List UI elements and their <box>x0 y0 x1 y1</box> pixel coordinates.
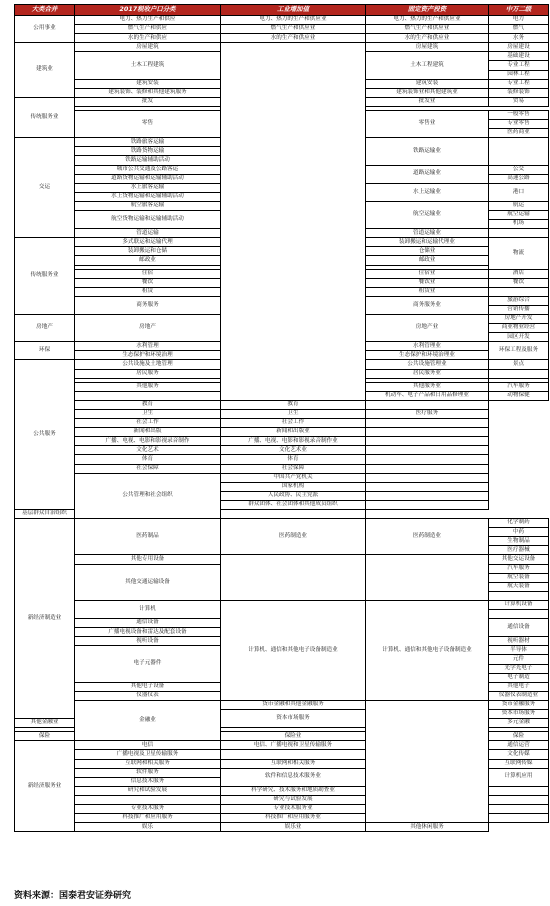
table-cell: 通信运营 <box>489 741 549 750</box>
table-cell <box>489 610 549 619</box>
table-cell: 批发业 <box>366 97 489 106</box>
table-cell: 燃气生产和供应业 <box>366 25 489 34</box>
table-cell: 装修装饰 <box>489 88 549 97</box>
table-cell: 信息技术服务 <box>75 777 221 786</box>
table-cell: 其他服务 <box>75 382 221 391</box>
table-cell: 营销传播 <box>489 305 549 314</box>
table-row <box>15 16 549 25</box>
header-tax-category: 2017税收户口分类 <box>75 5 221 16</box>
table-cell: 文化传媒 <box>489 750 549 759</box>
table-cell: 娱乐业 <box>221 823 366 832</box>
industry-mapping-table-container <box>14 4 548 832</box>
table-cell: 房屋建设 <box>489 43 549 52</box>
table-cell <box>489 786 549 795</box>
table-cell <box>221 555 366 600</box>
table-cell: 汽车服务 <box>489 382 549 391</box>
table-cell: 互联网和相关服务 <box>75 759 221 768</box>
table-cell: 体育 <box>221 455 366 464</box>
table-cell: 传统服务业 <box>15 238 75 315</box>
table-row <box>15 419 549 428</box>
table-cell: 电信 <box>75 741 221 750</box>
table-cell: 仪器仪表制造业 <box>489 691 549 700</box>
table-cell: 专业零售 <box>489 120 549 129</box>
table-cell: 租赁 <box>75 287 221 296</box>
table-cell <box>489 229 549 238</box>
table-cell: 景点 <box>489 360 549 369</box>
table-cell: 铁路运输辅助活动 <box>75 156 221 165</box>
table-cell <box>489 795 549 804</box>
table-cell: 水的生产和供应业 <box>221 34 366 43</box>
table-row <box>15 409 549 418</box>
table-row <box>15 25 549 34</box>
table-cell <box>489 804 549 813</box>
table-cell: 教育 <box>75 400 221 409</box>
table-cell: 住宿业 <box>366 269 489 278</box>
table-cell: 铁路运输业 <box>366 138 489 165</box>
table-row <box>15 464 549 473</box>
table-row <box>15 700 549 709</box>
table-cell: 化学制药 <box>489 519 549 528</box>
table-cell: 医药制造业 <box>366 519 489 555</box>
table-cell: 其他服务业 <box>366 382 489 391</box>
table-cell: 燃气生产和供应 <box>75 25 221 34</box>
table-cell <box>221 43 366 401</box>
table-cell: 国家机构 <box>221 482 366 491</box>
table-cell: 中国共产党机关 <box>221 473 366 482</box>
table-cell: 电力、热力的生产和供应业 <box>221 16 366 25</box>
table-cell: 半导体 <box>489 646 549 655</box>
table-cell: 公共服务 <box>15 360 75 510</box>
table-cell: 机场 <box>489 220 549 229</box>
table-cell <box>366 419 489 428</box>
table-cell: 汽车服务 <box>489 564 549 573</box>
table-cell <box>366 400 489 409</box>
table-cell: 货币金融和其他金融服务 <box>221 700 366 709</box>
table-cell <box>366 455 489 464</box>
table-cell: 仓储业 <box>366 247 489 256</box>
table-cell: 铁路旅客运输 <box>75 138 221 147</box>
table-cell: 卫生 <box>221 409 366 418</box>
table-cell: 环保 <box>15 342 75 360</box>
table-cell <box>366 428 489 437</box>
table-cell: 土木工程建筑 <box>366 52 489 79</box>
table-cell: 房地产 <box>15 315 75 342</box>
table-cell: 软件和信息技术服务业 <box>221 768 366 786</box>
table-cell: 房地产业 <box>366 315 489 342</box>
table-cell: 计算机 <box>75 600 221 618</box>
table-cell: 广播电视及卫星传输服务 <box>75 750 221 759</box>
table-cell: 中药 <box>489 528 549 537</box>
table-cell: 物流 <box>489 238 549 269</box>
table-cell <box>489 138 549 165</box>
table-cell: 社会工作 <box>75 419 221 428</box>
table-cell: 资本市场服务 <box>221 710 366 728</box>
table-cell: 新闻和出版业 <box>221 428 366 437</box>
table-cell: 电信、广播电视和卫星传输服务 <box>221 741 366 750</box>
table-cell: 航空旅客运输 <box>75 201 221 210</box>
table-cell: 医疗器械 <box>489 546 549 555</box>
table-cell: 城市公共交通及公路客运 <box>75 165 221 174</box>
table-cell: 一般零售 <box>489 110 549 119</box>
table-cell: 建筑业 <box>15 43 75 98</box>
table-cell: 基础建设 <box>489 52 549 61</box>
table-cell: 房屋建筑 <box>75 43 221 52</box>
table-cell: 其他电子设备 <box>75 682 221 691</box>
table-cell: 餐饮业 <box>366 278 489 287</box>
table-cell: 房屋建筑 <box>366 43 489 52</box>
table-cell: 园区开发 <box>489 333 549 342</box>
table-cell: 水上货物运输和运输辅助活动 <box>75 192 221 201</box>
table-cell: 零售 <box>75 110 221 137</box>
table-cell: 水的生产和供应 <box>75 34 221 43</box>
table-cell: 水务 <box>489 34 549 43</box>
table-cell: 医药制品 <box>75 519 221 555</box>
table-cell: 道路货物运输和运输辅助活动 <box>75 174 221 183</box>
table-cell <box>366 482 489 491</box>
table-cell <box>221 750 366 759</box>
table-cell: 医疗服务 <box>366 409 489 418</box>
table-cell: 水利管理 <box>75 342 221 351</box>
table-cell: 多式联运和运输代理 <box>75 238 221 247</box>
table-header-row <box>15 5 549 16</box>
table-cell: 管道运输业 <box>366 229 489 238</box>
table-cell: 港口 <box>489 183 549 201</box>
table-cell: 动物保健 <box>489 391 549 400</box>
table-cell: 科技推广和应用服务 <box>75 814 221 823</box>
table-cell: 批发 <box>75 97 221 106</box>
table-cell: 道路运输业 <box>366 165 489 183</box>
table-cell: 计算机、通信和其他电子设备制造业 <box>366 600 489 700</box>
table-row <box>15 34 549 43</box>
table-cell: 居民服务业 <box>366 369 489 378</box>
table-cell: 航空运输业 <box>366 201 489 228</box>
table-cell: 水利管理业 <box>366 342 489 351</box>
header-industrial-added-value: 工业增加值 <box>221 5 366 16</box>
table-cell: 计算机应用 <box>489 768 549 786</box>
table-cell: 社会保障 <box>75 464 221 473</box>
table-cell: 软件服务 <box>75 768 221 777</box>
table-cell: 多元金融 <box>489 719 549 728</box>
table-cell: 建筑装饰、装修和其他建筑服务 <box>75 88 221 97</box>
table-cell: 公交 <box>489 165 549 174</box>
table-cell: 保险业 <box>221 732 366 741</box>
table-cell: 建筑安装 <box>75 79 221 88</box>
table-cell: 医药商业 <box>489 129 549 138</box>
table-cell: 建筑装饰业和其他建筑业 <box>366 88 489 97</box>
table-cell: 邮政业 <box>75 256 221 265</box>
table-cell: 贸易 <box>489 97 549 106</box>
table-cell: 商业物业经营 <box>489 324 549 333</box>
table-cell <box>366 464 489 473</box>
table-cell: 生物制品 <box>489 537 549 546</box>
table-cell: 环保工程及服务 <box>489 342 549 360</box>
table-cell: 生态保护和环境治理业 <box>366 351 489 360</box>
table-cell: 房地产 <box>75 315 221 342</box>
source-note: 资料来源：国泰君安证券研究 <box>14 891 132 901</box>
table-row <box>15 823 549 832</box>
table-cell: 园林工程 <box>489 70 549 79</box>
table-cell: 其他休闲服务 <box>366 823 489 832</box>
table-cell: 其他电子 <box>489 682 549 691</box>
table-cell: 管道运输 <box>75 229 221 238</box>
table-cell: 燃气 <box>489 25 549 34</box>
table-cell: 航天装备 <box>489 582 549 591</box>
table-cell: 住宿 <box>75 269 221 278</box>
table-row <box>15 555 549 564</box>
table-row <box>15 455 549 464</box>
table-row <box>15 473 549 482</box>
table-cell: 专业工程 <box>489 61 549 70</box>
table-cell: 高速公路 <box>489 174 549 183</box>
table-cell: 体育 <box>75 455 221 464</box>
table-cell: 互联网传媒 <box>489 759 549 768</box>
table-cell: 其他金融业 <box>15 719 75 728</box>
table-cell <box>366 446 489 455</box>
table-cell: 通信设备 <box>75 619 221 628</box>
table-cell: 社会保障 <box>221 464 366 473</box>
table-cell <box>366 500 489 509</box>
table-cell: 卫生 <box>75 409 221 418</box>
table-cell: 社会工作 <box>221 419 366 428</box>
table-cell: 其他交通运输设备 <box>75 564 221 600</box>
table-cell: 科学研究、技术服务和地质勘查业 <box>221 786 366 795</box>
table-cell: 电子元器件 <box>75 646 221 682</box>
table-cell: 餐饮 <box>489 278 549 287</box>
table-cell: 传统服务业 <box>15 97 75 137</box>
table-row <box>15 43 549 52</box>
table-cell: 电力、热力的生产和供应业 <box>366 16 489 25</box>
header-fixed-asset-investment: 固定资产投资 <box>366 5 489 16</box>
table-cell: 其他专用设备 <box>75 555 221 564</box>
table-cell: 群众团体、社会团体和其他成员组织 <box>221 500 366 509</box>
table-cell <box>366 491 489 500</box>
table-cell: 公用事业 <box>15 16 75 43</box>
table-cell: 文化艺术业 <box>221 446 366 455</box>
table-cell: 元件 <box>489 655 549 664</box>
table-cell: 计算机、通信和其他电子设备制造业 <box>221 600 366 700</box>
table-cell: 光学光电子 <box>489 664 549 673</box>
table-cell: 商务服务 <box>75 296 221 314</box>
table-cell: 专业技术服务业 <box>221 804 366 813</box>
header-sw-level2: 中万二级 <box>489 5 549 16</box>
table-cell: 新经济制造业 <box>15 519 75 719</box>
table-cell: 航空货物运输和运输辅助活动 <box>75 210 221 228</box>
table-row <box>15 437 549 446</box>
table-cell: 航空运输 <box>489 210 549 219</box>
table-row <box>15 400 549 409</box>
table-cell: 土木工程建筑 <box>75 52 221 79</box>
table-cell: 电力 <box>489 16 549 25</box>
table-cell <box>489 287 549 296</box>
table-cell <box>221 509 366 518</box>
table-cell: 仪器仪表 <box>75 691 221 700</box>
table-cell <box>75 795 221 804</box>
table-cell: 房地产开发 <box>489 315 549 324</box>
table-cell: 货币金融服务 <box>489 700 549 709</box>
table-cell: 电力、热力生产和供应 <box>75 16 221 25</box>
table-cell: 医药制造业 <box>221 519 366 555</box>
table-cell: 其他交运设备 <box>489 555 549 564</box>
table-cell: 专业工程 <box>489 79 549 88</box>
table-cell: 文化艺术 <box>75 446 221 455</box>
table-cell: 装卸搬运和仓储 <box>75 247 221 256</box>
table-cell: 研究与试验发展 <box>221 795 366 804</box>
table-cell: 广播电视设备和雷达及配套设备 <box>75 628 221 637</box>
table-cell: 航空装备 <box>489 573 549 582</box>
table-cell: 燃气生产和供应业 <box>221 25 366 34</box>
table-cell: 交运 <box>15 138 75 238</box>
header-major-category: 大类合并 <box>15 5 75 16</box>
table-cell: 水上旅客运输 <box>75 183 221 192</box>
table-row <box>15 519 549 528</box>
table-cell: 通信设备 <box>489 619 549 637</box>
table-cell: 视听器材 <box>489 637 549 646</box>
table-cell: 酒店 <box>489 269 549 278</box>
table-cell: 旅游综合 <box>489 296 549 305</box>
table-cell: 保险 <box>489 732 549 741</box>
table-cell: 人民政协、民主党派 <box>221 491 366 500</box>
table-cell: 水的生产和供应业 <box>366 34 489 43</box>
table-cell: 居民服务 <box>75 369 221 378</box>
table-cell: 公共设施及土地管理 <box>75 360 221 369</box>
table-cell: 保险 <box>15 732 75 741</box>
table-row <box>15 446 549 455</box>
table-cell: 广播、电视、电影和影视录音制作业 <box>221 437 366 446</box>
table-cell: 基层群众自治组织 <box>15 509 75 518</box>
table-cell: 科技推广和应用服务业 <box>221 814 366 823</box>
table-cell <box>75 391 221 400</box>
table-cell <box>489 591 549 600</box>
table-cell: 专业技术服务 <box>75 804 221 813</box>
table-cell: 公共管理和社会组织 <box>75 473 221 518</box>
table-cell: 建筑安装 <box>366 79 489 88</box>
table-cell: 金融业 <box>75 700 221 740</box>
table-cell: 零售业 <box>366 110 489 137</box>
table-cell: 公共设施管理业 <box>366 360 489 369</box>
table-cell: 生态保护和环境治理 <box>75 351 221 360</box>
table-cell: 新经济服务业 <box>15 741 75 832</box>
table-cell: 娱乐 <box>75 823 221 832</box>
table-cell: 商务服务业 <box>366 296 489 314</box>
table-cell <box>366 437 489 446</box>
table-cell <box>366 700 489 822</box>
table-cell: 租赁业 <box>366 287 489 296</box>
table-cell <box>366 473 489 482</box>
table-cell: 铁路货物运输 <box>75 147 221 156</box>
table-cell: 广播、电视、电影和影视录音制作 <box>75 437 221 446</box>
table-cell: 电子制造 <box>489 673 549 682</box>
table-cell: 资本市场服务 <box>489 710 549 719</box>
table-body <box>15 16 549 832</box>
table-cell <box>489 369 549 378</box>
table-row <box>15 428 549 437</box>
table-cell: 邮政业 <box>366 256 489 265</box>
table-cell: 水上运输业 <box>366 183 489 201</box>
table-cell: 视听设备 <box>75 637 221 646</box>
table-cell: 餐饮 <box>75 278 221 287</box>
table-cell: 教育 <box>221 400 366 409</box>
table-cell: 互联网和相关服务 <box>221 759 366 768</box>
table-cell <box>489 814 549 823</box>
table-cell: 新闻和出版 <box>75 428 221 437</box>
table-cell: 航运 <box>489 201 549 210</box>
table-cell: 装卸搬运和运输代理业 <box>366 238 489 247</box>
table-cell <box>366 555 489 600</box>
table-cell: 计算机设备 <box>489 600 549 609</box>
table-cell: 机动车、电子产品和日用品修理业 <box>366 391 489 400</box>
industry-mapping-table <box>14 4 549 832</box>
table-row <box>15 600 549 609</box>
table-cell: 研究和试验发展 <box>75 786 221 795</box>
